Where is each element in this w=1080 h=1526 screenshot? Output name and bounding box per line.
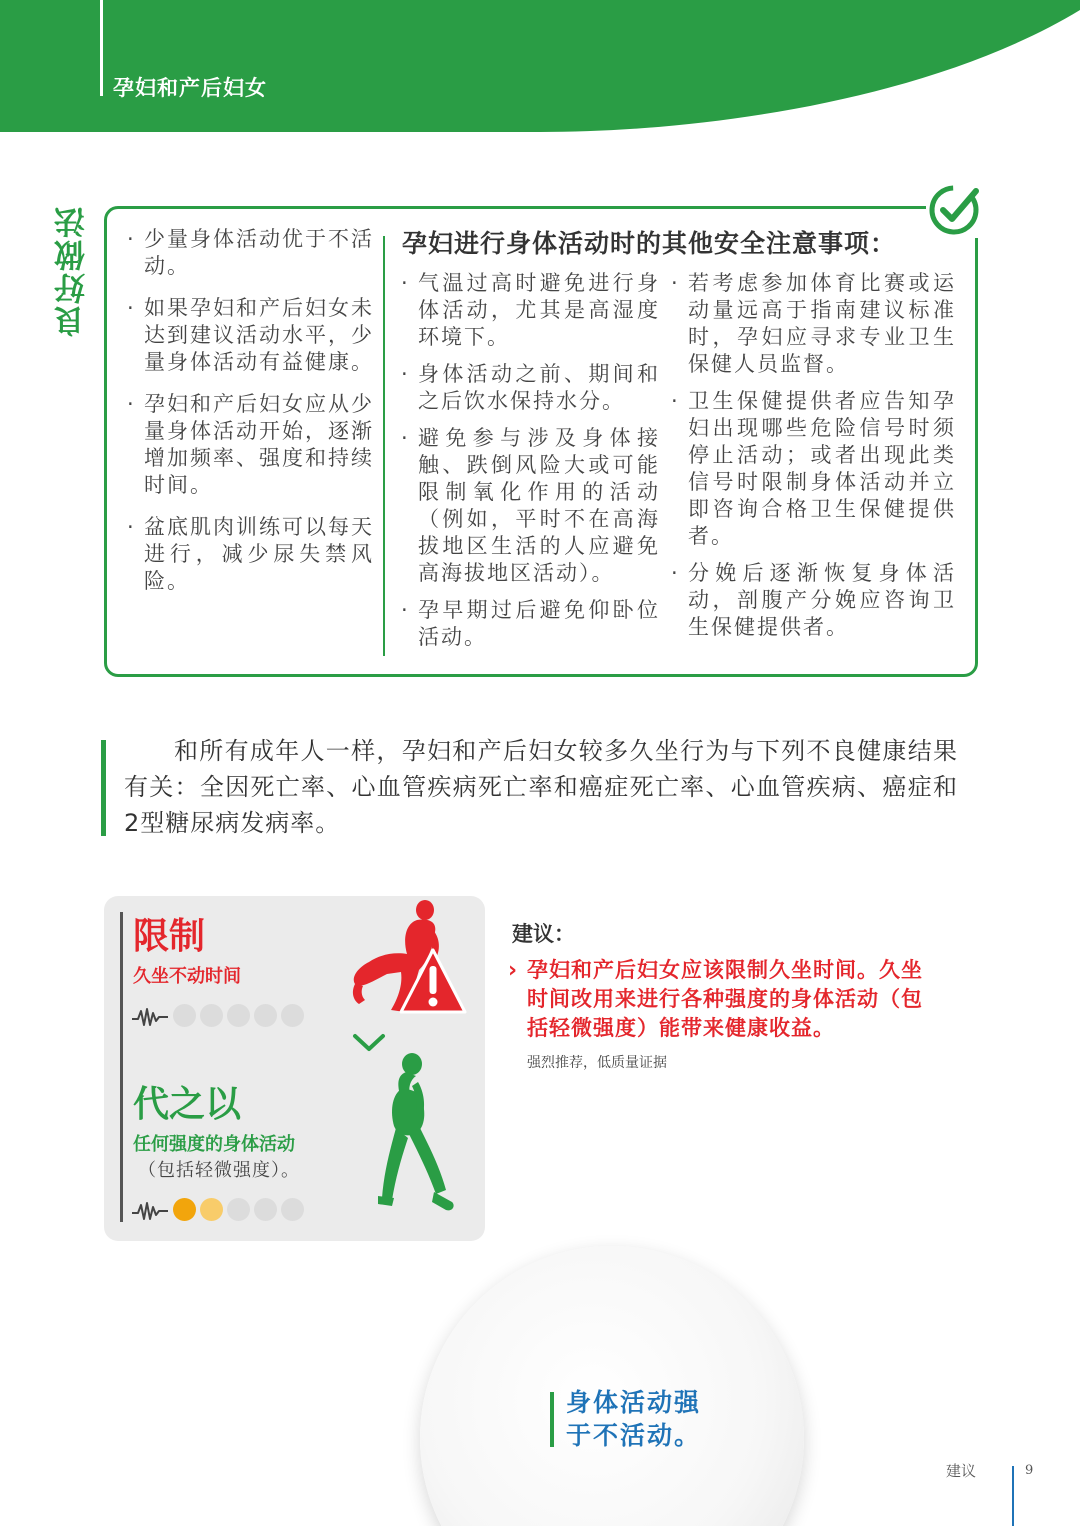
recommendation-text: 孕妇和产后妇女应该限制久坐时间。久坐时间改用来进行各种强度的身体活动（包括轻微强度）能带来健康收益。 <box>527 958 923 1040</box>
level-dot <box>254 1004 277 1027</box>
level-dot <box>200 1004 223 1027</box>
header-background <box>0 0 1080 132</box>
column-divider <box>383 236 385 656</box>
good-practice-label: 良好做法 <box>55 205 91 337</box>
instead-title: 代之以 <box>133 1084 242 1125</box>
list-item: · 分娩后逐渐恢复身体活动，剖腹产分娩应咨询卫生保健提供者。 <box>671 561 956 639</box>
pulse-icon <box>131 1005 169 1029</box>
footer-section-label: 建议 <box>946 1462 977 1480</box>
level-dot <box>227 1004 250 1027</box>
header-title: 孕妇和产后妇女 <box>113 76 267 100</box>
recommendation-heading: 建议： <box>512 922 575 946</box>
level-dot <box>173 1004 196 1027</box>
list-item: · 孕妇和产后妇女应从少量身体活动开始，逐渐增加频率、强度和持续时间。 <box>127 392 374 497</box>
check-circle-icon <box>926 180 984 238</box>
card-bar <box>120 912 123 1222</box>
good-practice-col-1 <box>124 226 374 610</box>
chevron-down-icon <box>352 1032 386 1054</box>
limit-subtitle: 久坐不动时间 <box>133 966 241 987</box>
good-practice-col-3 <box>668 270 956 651</box>
quote-text: 身体活动强于不活动。 <box>566 1388 702 1450</box>
walking-woman-icon <box>372 1052 462 1220</box>
page-number: 9 <box>1025 1463 1034 1478</box>
safety-title: 孕妇进行身体活动时的其他安全注意事项： <box>402 229 897 258</box>
level-dot <box>173 1198 196 1221</box>
sedentary-level-dots <box>173 1004 304 1027</box>
evidence-strength: 强烈推荐，低质量证据 <box>527 1055 667 1071</box>
instead-note: （包括轻微强度）。 <box>138 1160 300 1181</box>
sitting-woman-warning-icon <box>345 900 467 1016</box>
level-dot <box>281 1198 304 1221</box>
chevron-right-icon: › <box>508 958 518 983</box>
level-dot <box>281 1004 304 1027</box>
list-item: · 避免参与涉及身体接触、跌倒风险大或可能限制氧化作用的活动（例如，平时不在高海拔地区生活的人应避免高海拔地区活动）。 <box>401 426 660 585</box>
list-item: · 如果孕妇和产后妇女未达到建议活动水平，少量身体活动有益健康。 <box>127 296 374 374</box>
list-item: · 若考虑参加体育比赛或运动量远高于指南建议标准时，孕妇应寻求专业卫生保健人员监督。 <box>671 271 956 376</box>
body-paragraph: 和所有成年人一样，孕妇和产后妇女较多久坐行为与下列不良健康结果有关：全因死亡率、心血管疾病死亡率和癌症死亡率、心血管疾病、癌症和2型糖尿病发病率。 <box>124 737 958 837</box>
good-practice-col-2 <box>398 270 660 661</box>
list-item: · 卫生保健提供者应告知孕妇出现哪些危险信号时须停止活动；或者出现此类信号时限制身体活动并立即咨询合格卫生保健提供者。 <box>671 389 956 548</box>
list-item: · 孕早期过后避免仰卧位活动。 <box>401 598 660 649</box>
header-band <box>0 0 1080 132</box>
level-dot <box>200 1198 223 1221</box>
list-item: · 气温过高时避免进行身体活动，尤其是高湿度环境下。 <box>401 271 660 349</box>
limit-title: 限制 <box>133 916 206 957</box>
pulse-icon <box>131 1199 169 1223</box>
list-item: · 少量身体活动优于不活动。 <box>127 227 374 278</box>
list-item: · 盆底肌肉训练可以每天进行，减少尿失禁风险。 <box>127 515 374 593</box>
activity-level-dots <box>173 1198 304 1221</box>
level-dot <box>227 1198 250 1221</box>
instead-subtitle: 任何强度的身体活动 <box>133 1134 295 1155</box>
header-divider <box>100 0 103 96</box>
level-dot <box>254 1198 277 1221</box>
quote-bar <box>550 1392 554 1447</box>
list-item: · 身体活动之前、期间和之后饮水保持水分。 <box>401 362 660 413</box>
footer-rule <box>1012 1466 1014 1526</box>
paragraph-bar <box>101 740 106 836</box>
